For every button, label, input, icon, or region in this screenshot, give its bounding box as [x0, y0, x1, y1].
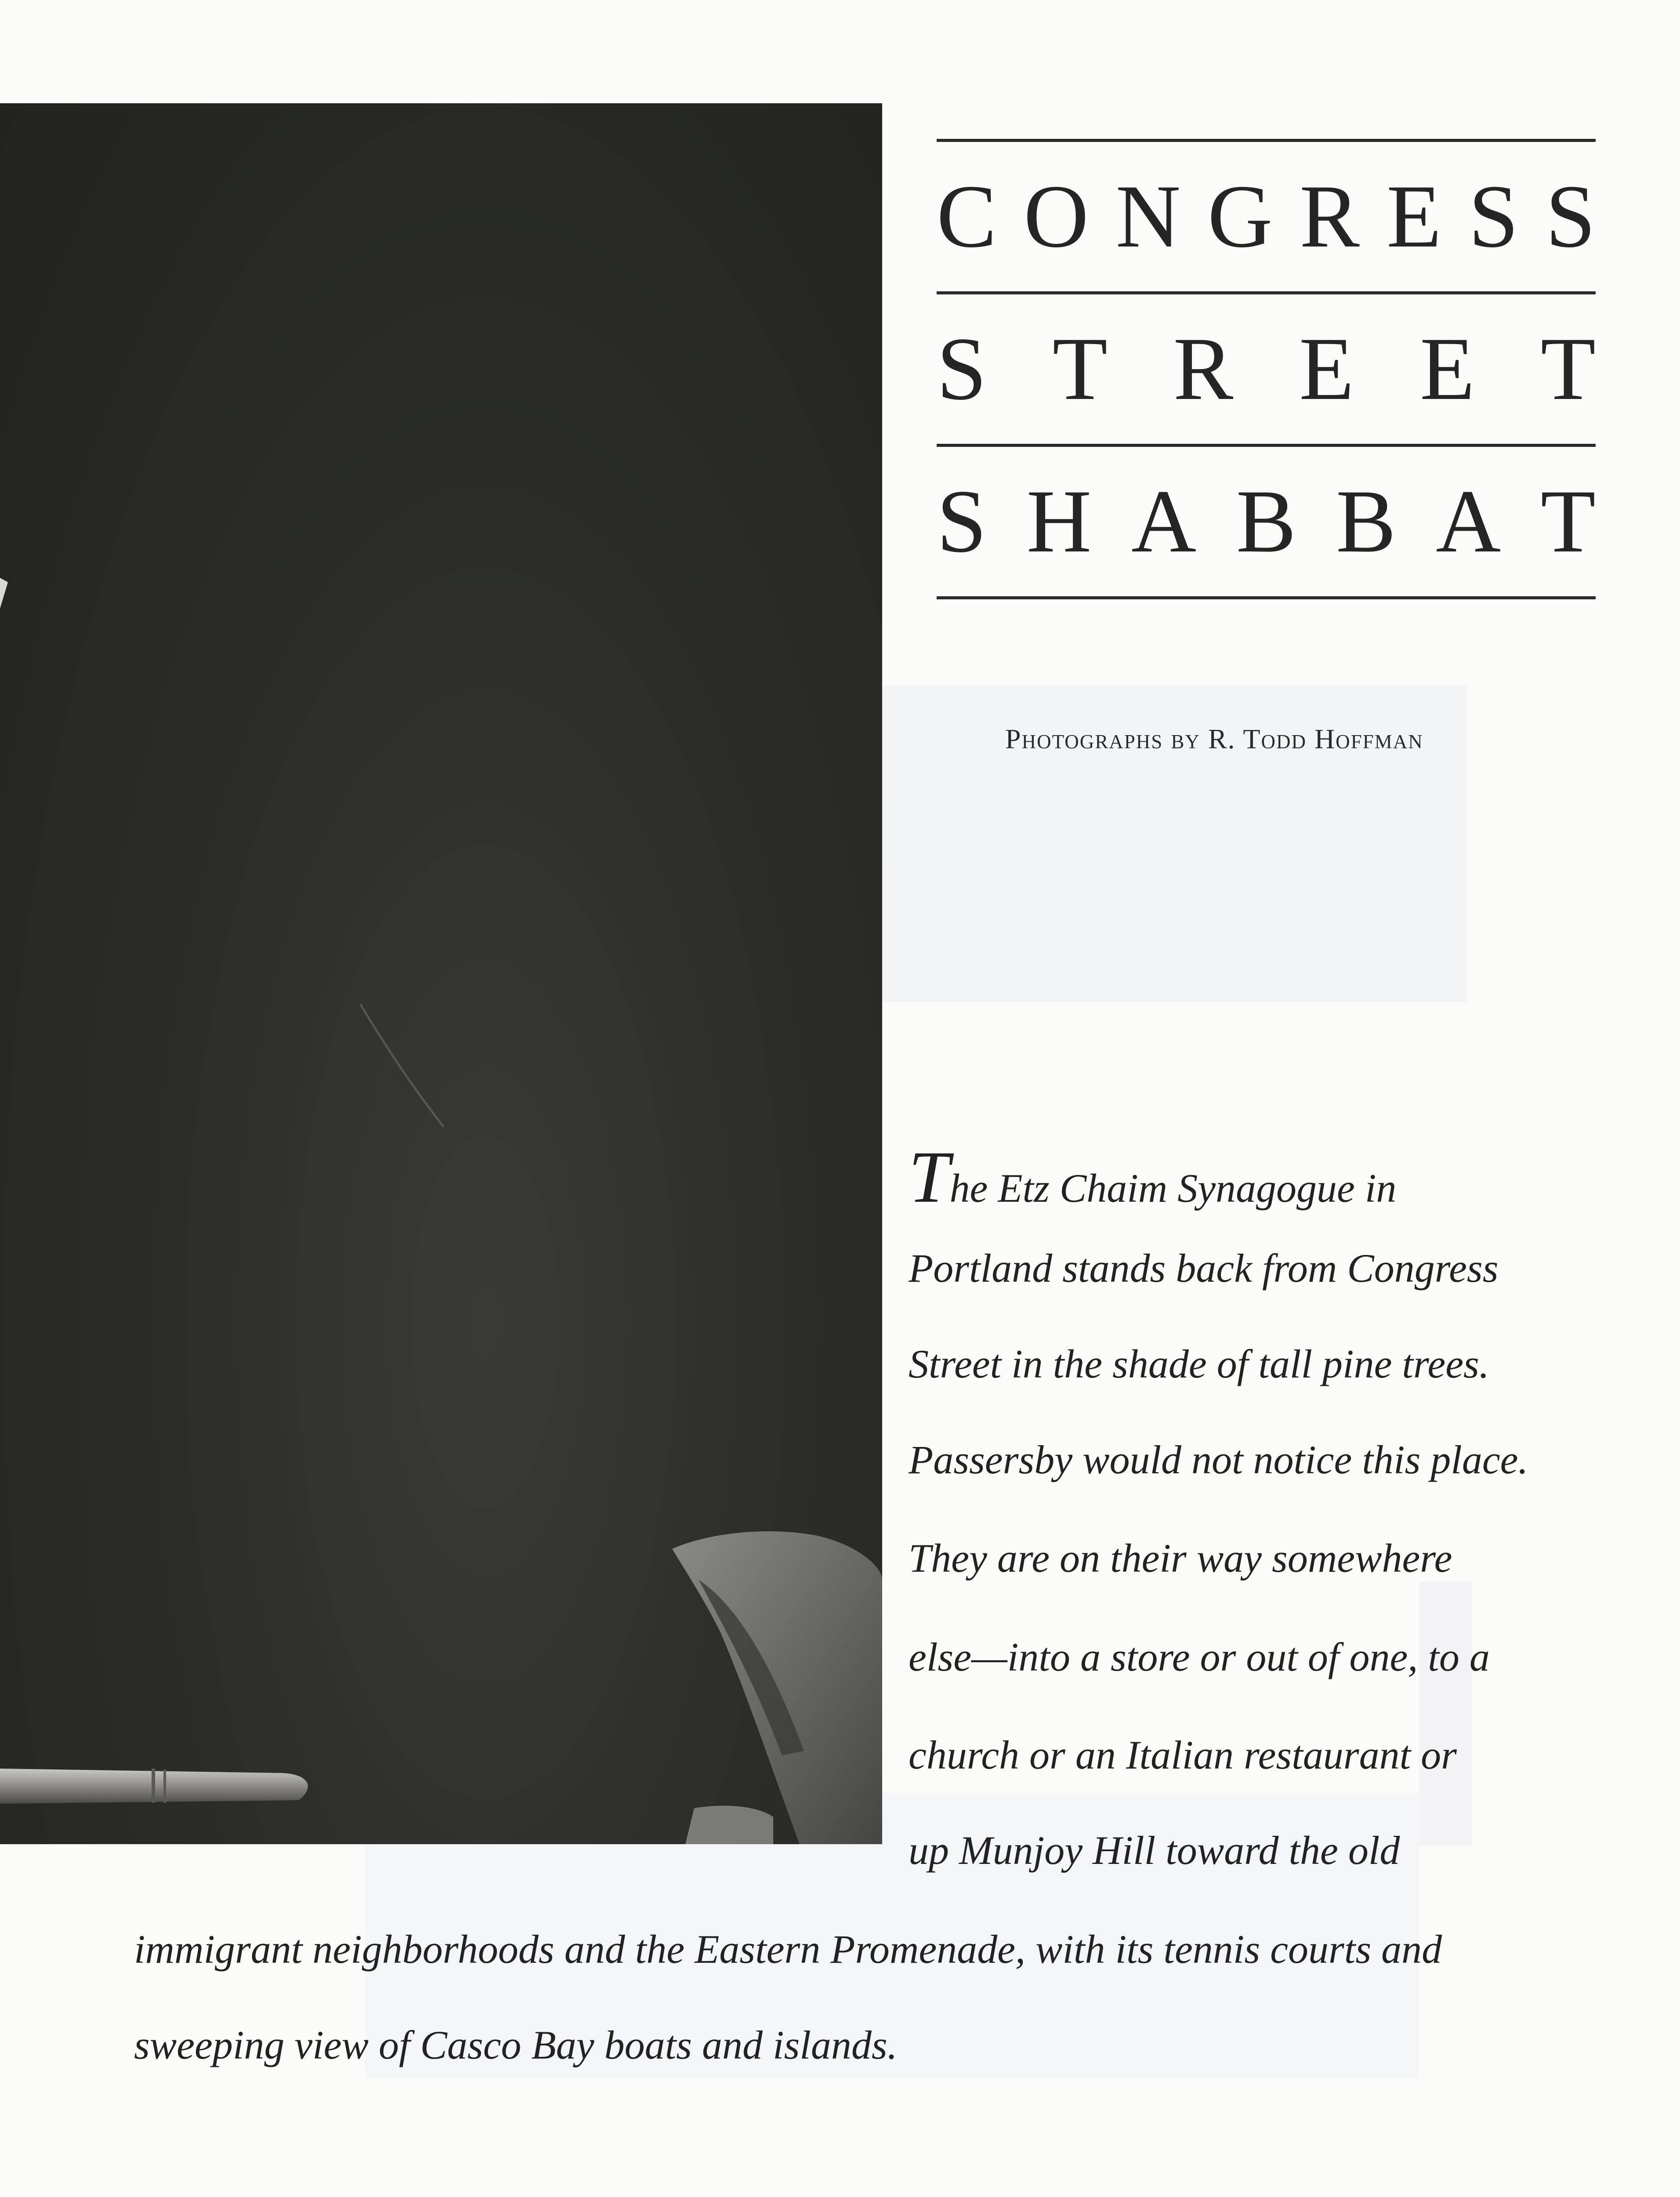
photograph-detail	[0, 103, 882, 1844]
body-line: Portland stands back from Congress	[909, 1246, 1499, 1291]
body-line: immigrant neighborhoods and the Eastern Promenade, with its tennis courts and	[134, 1927, 1442, 1972]
title-letter: B	[1236, 471, 1296, 571]
title-letter: S	[1545, 167, 1596, 266]
photo-credit: Photographs by R. Todd Hoffman	[1005, 723, 1423, 754]
title-word-congress	[937, 142, 1596, 291]
title-letter: S	[937, 319, 987, 419]
show-through-area	[1419, 1582, 1472, 1845]
body-line: church or an Italian restaurant or	[909, 1733, 1457, 1777]
title-letter: A	[1436, 471, 1501, 571]
title-rule	[937, 596, 1596, 599]
title-letter: H	[1026, 471, 1092, 571]
body-line-text: he Etz Chaim Synagogue in	[949, 1166, 1397, 1211]
title-letter: N	[1115, 167, 1181, 266]
title-letter: T	[1052, 319, 1108, 419]
title-word-shabbat	[937, 447, 1596, 596]
title-rule	[937, 139, 1596, 142]
title-letter: T	[1540, 319, 1596, 419]
title-letter: G	[1207, 167, 1273, 266]
body-line: Passersby would not notice this place.	[909, 1437, 1528, 1482]
title-rule	[937, 291, 1596, 294]
body-line: else—into a store or out of one, to a	[909, 1635, 1490, 1679]
title-letter: T	[1540, 471, 1596, 571]
title-letter: R	[1173, 319, 1234, 419]
title-letter: C	[937, 167, 997, 266]
body-line: They are on their way somewhere	[909, 1536, 1452, 1581]
title-word-street	[937, 294, 1596, 444]
title-letter: E	[1387, 167, 1442, 266]
body-line	[909, 1136, 1397, 1218]
body-line: sweeping view of Casco Bay boats and islands.	[134, 2023, 898, 2067]
drop-cap: T	[909, 1136, 950, 1218]
article-title	[937, 139, 1596, 599]
body-line: up Munjoy Hill toward the old	[909, 1828, 1400, 1873]
photograph	[0, 103, 882, 1844]
title-letter: E	[1419, 319, 1475, 419]
title-letter: O	[1024, 167, 1089, 266]
title-letter: R	[1300, 167, 1360, 266]
title-letter: S	[1468, 167, 1519, 266]
title-letter: B	[1336, 471, 1396, 571]
title-rule	[937, 444, 1596, 447]
title-letter: S	[937, 471, 987, 571]
body-line: Street in the shade of tall pine trees.	[909, 1341, 1489, 1386]
title-letter: E	[1299, 319, 1354, 419]
title-letter: A	[1131, 471, 1197, 571]
